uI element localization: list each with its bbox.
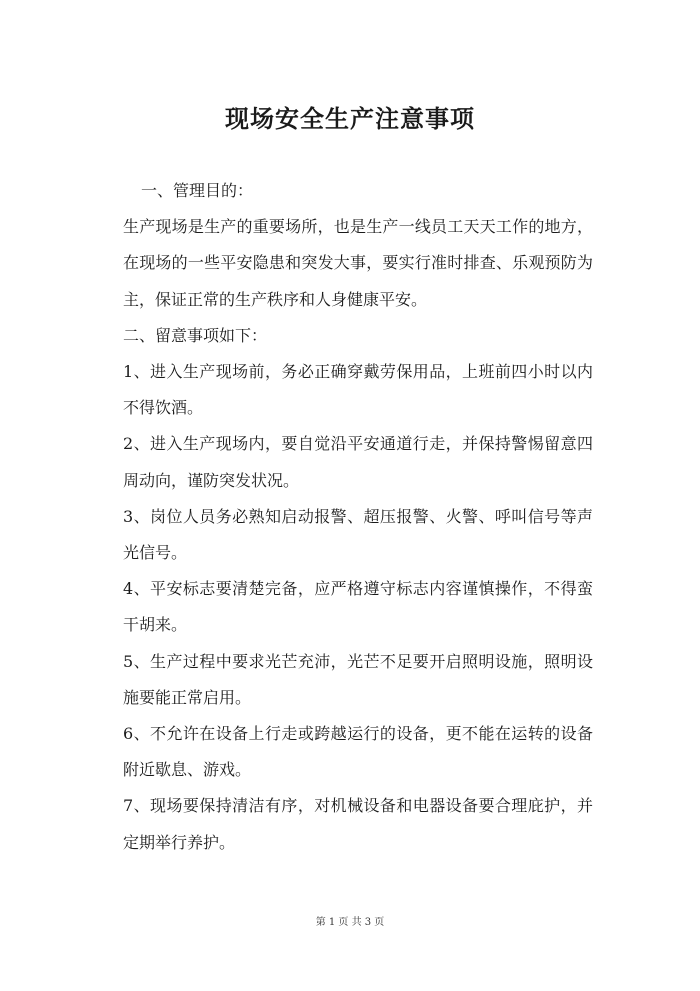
list-item-5: 5、生产过程中要求光芒充沛，光芒不足要开启照明设施，照明设施要能正常启用。 <box>123 651 593 707</box>
list-item-4: 4、平安标志要清楚完备，应严格遵守标志内容谨慎操作，不得蛮干胡来。 <box>123 579 593 635</box>
list-item-6: 6、不允许在设备上行走或跨越运行的设备，更不能在运转的设备附近歇息、游戏。 <box>123 724 593 780</box>
list-item-1: 1、进入生产现场前，务必正确穿戴劳保用品，上班前四小时以内不得饮酒。 <box>123 362 593 418</box>
section-heading-purpose: 一、管理目的： <box>141 181 254 200</box>
list-item-3: 3、岗位人员务必熟知启动报警、超压报警、火警、呼叫信号等声光信号。 <box>123 506 593 563</box>
paragraph-purpose: 生产现场是生产的重要场所，也是生产一线员工天天工作的地方，在现场的一些平安隐患和突发大事，要实行准时排查、乐观预防为主，保证正常的生产秩序和人身健康平安。 <box>123 217 593 309</box>
list-item-2: 2、进入生产现场内，要自觉沿平安通道行走，并保持警惕留意四周动向，谨防突发状况。 <box>123 434 593 490</box>
section-heading-notes: 二、留意事项如下： <box>123 325 268 345</box>
document-title: 现场安全生产注意事项 <box>225 104 475 133</box>
document-body <box>123 173 593 861</box>
page-footer: 第 1 页 共 3 页 <box>315 917 385 928</box>
list-item-7: 7、现场要保持清洁有序，对机械设备和电器设备要合理庇护，并定期举行养护。 <box>123 796 593 852</box>
